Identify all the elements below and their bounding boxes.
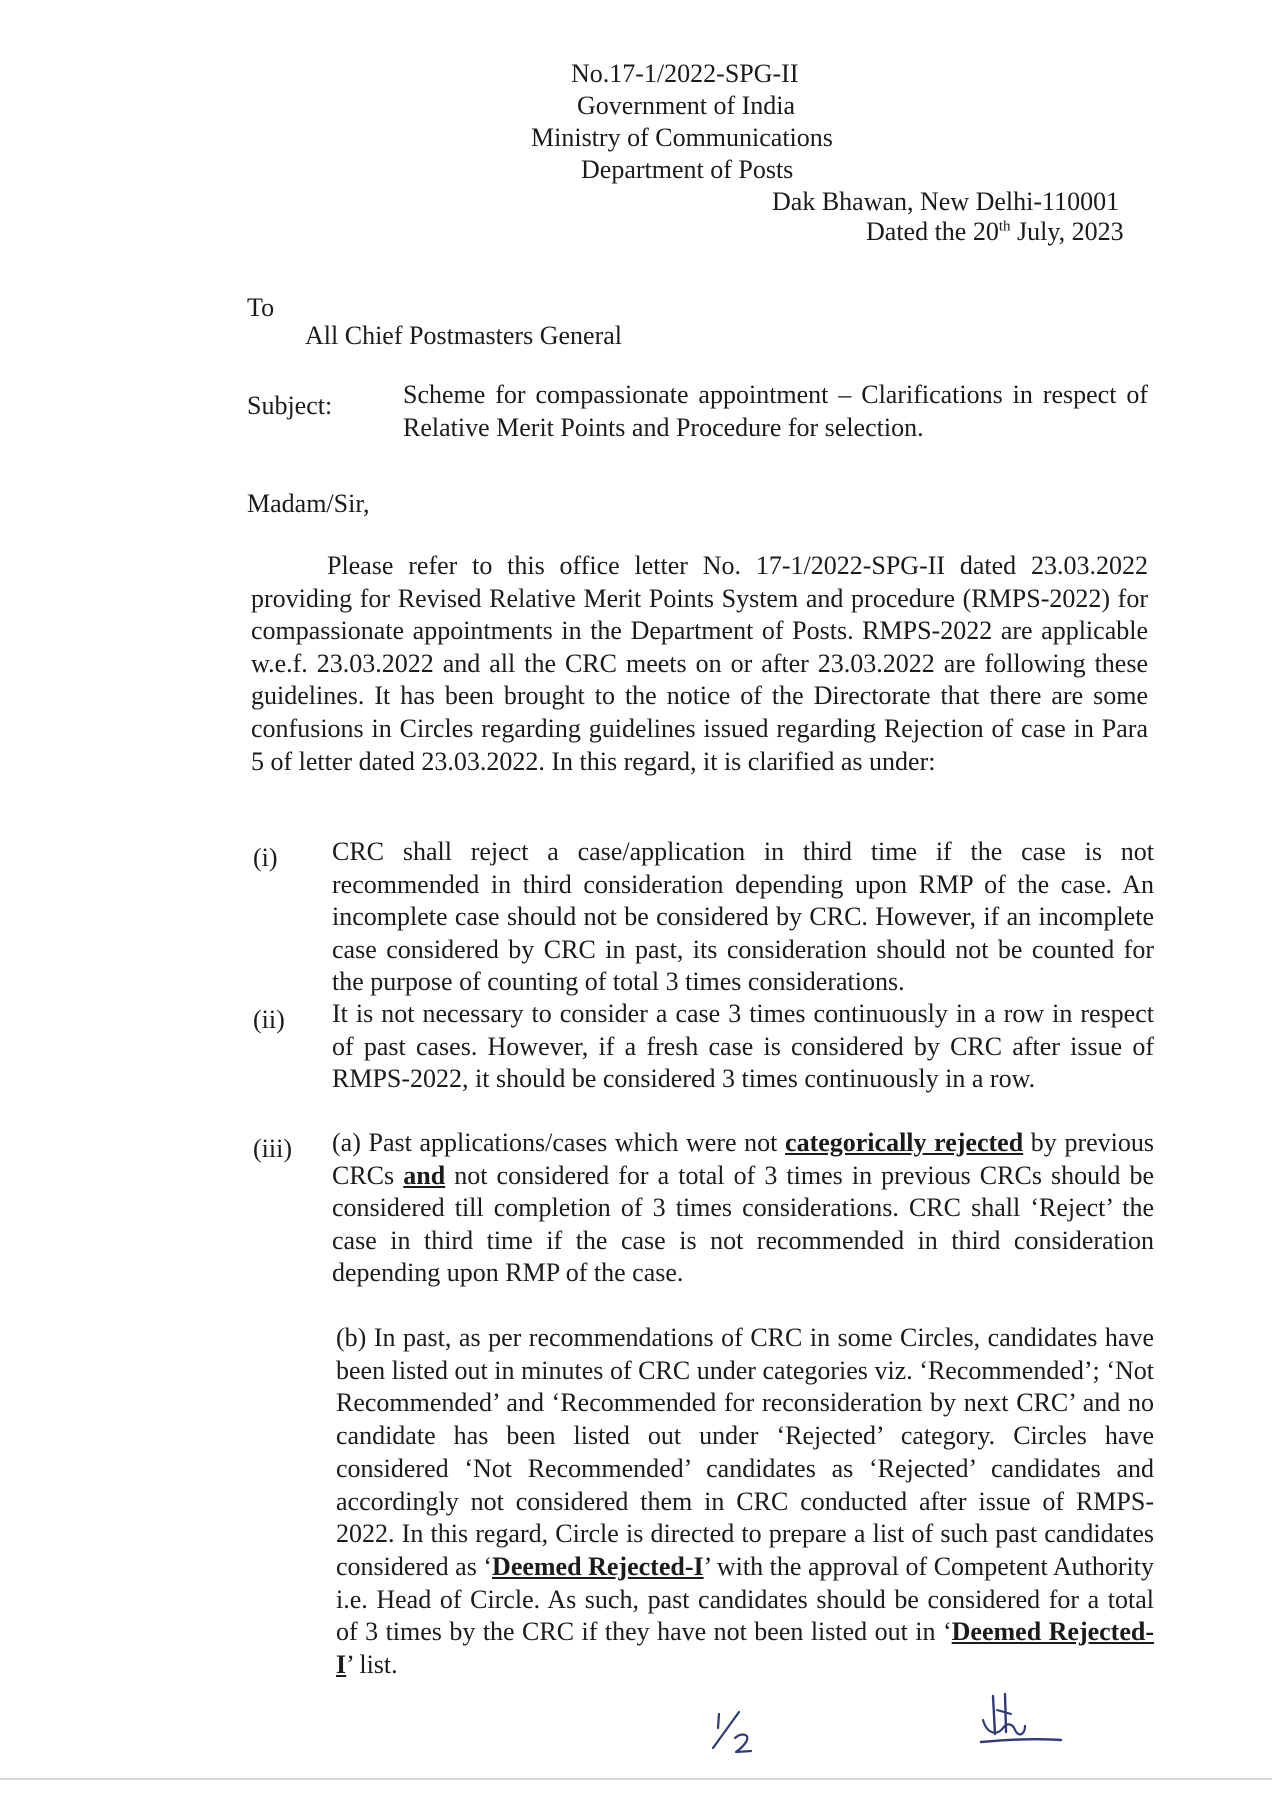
subject-text: Scheme for compassionate appointment – Clarifications in respect of Relative Merit Points and Procedure for selection. [403,380,1148,442]
letter-date [866,216,1124,248]
point-iii-b-emphasis-deemed-2: Deemed Rejected-I [336,1617,1154,1680]
point-ii-text: It is not necessary to consider a case 3 times continuously in a row in respect of past cases. However, if a fresh case is considered by CRC after issue of RMPS-2022, it should be considered 3 times continuously in a row. [332,999,1154,1094]
intro-paragraph: Please refer to this office letter No. 17-1/2022-SPG-II dated 23.03.2022 providing for Revised Relative Merit Points System and procedure (RMPS-2022) for compassionate appointments in the Department of Posts. RMPS-2022 are applicable w.e.f. 23.03.2022 and all the CRC meets on or after 23.03.2022 are following these guidelines. It has been brought to the notice of the Directorate that there are some confusions in Circles regarding guidelines issued regarding Rejection of case in Para 5 of letter dated 23.03.2022. In this regard, it is clarified as under: [251,551,1148,776]
reference-number: No.17-1/2022-SPG-II [571,59,799,88]
point-iii-a-emphasis-rejected: categorically rejected [785,1128,1024,1157]
point-iii-a-part1: (a) Past applications/cases which were not [332,1128,786,1157]
point-iii-b-part3: ’ list. [346,1650,398,1680]
page-bottom-edge [0,1778,1272,1780]
ministry-name: Ministry of Communications [531,123,833,152]
point-iii-a-text [332,1127,1154,1290]
point-iii-number: (iii) [253,1134,292,1163]
salutation: Madam/Sir, [247,489,370,518]
date-prefix: Dated the 20 [866,217,999,246]
point-iii-b-part1: (b) In past, as per recommendations of CRC in some Circles, candidates have been listed out in minutes of CRC under categories viz. ‘Recommended’; ‘Not Recommended’ and ‘Recommended for reconsideration by next CRC’ and no candidate has been listed out under ‘Rejected’ category. Circles have considered ‘Not Recommended’ candidates as ‘Rejected’ candidates and accordingly not considered them in CRC conducted after issue of RMPS-2022. In this regard, Circle is directed to prepare a list of such past candidates considered as ‘ [336,1323,1154,1581]
point-iii-b-emphasis-deemed-1: Deemed Rejected-I [492,1551,704,1581]
date-suffix: July, 2023 [1010,217,1124,246]
point-iii-b-text [336,1322,1154,1682]
point-iii-a-part3: not considered for a total of 3 times in previous CRCs should be considered till completion of 3 times considerations. CRC shall ‘Reject’ the case in third time if the case is not recommended in third consideration depending upon RMP of the case. [332,1160,1154,1288]
point-i-number: (i) [253,843,278,872]
point-iii-a-part2: by previous CRCs [332,1128,1154,1190]
handwritten-signature [975,1690,1070,1752]
point-ii-number: (ii) [253,1005,285,1034]
department-name: Department of Posts [581,155,794,184]
government-name: Government of India [577,91,796,120]
point-iii-a-emphasis-and: and [403,1160,446,1190]
office-address: Dak Bhawan, New Delhi-110001 [772,187,1120,216]
to-label: To [247,293,275,322]
subject-label: Subject: [247,391,333,420]
date-superscript: th [998,218,1011,235]
addressee-name: All Chief Postmasters General [305,321,622,350]
handwritten-page-mark [705,1708,765,1758]
point-iii-b-part2: ’ with the approval of Competent Authority i.e. Head of Circle. As such, past candidates should be considered for a total of 3 times by the CRC if they have not been listed out in ‘ [336,1551,1155,1647]
point-i-text: CRC shall reject a case/application in third time if the case is not recommended in third consideration depending upon RMP of the case. An incomplete case should not be considered by CRC. However, if an incomplete case considered by CRC in past, its consideration should not be counted for the purpose of counting of total 3 times considerations. [332,837,1154,997]
